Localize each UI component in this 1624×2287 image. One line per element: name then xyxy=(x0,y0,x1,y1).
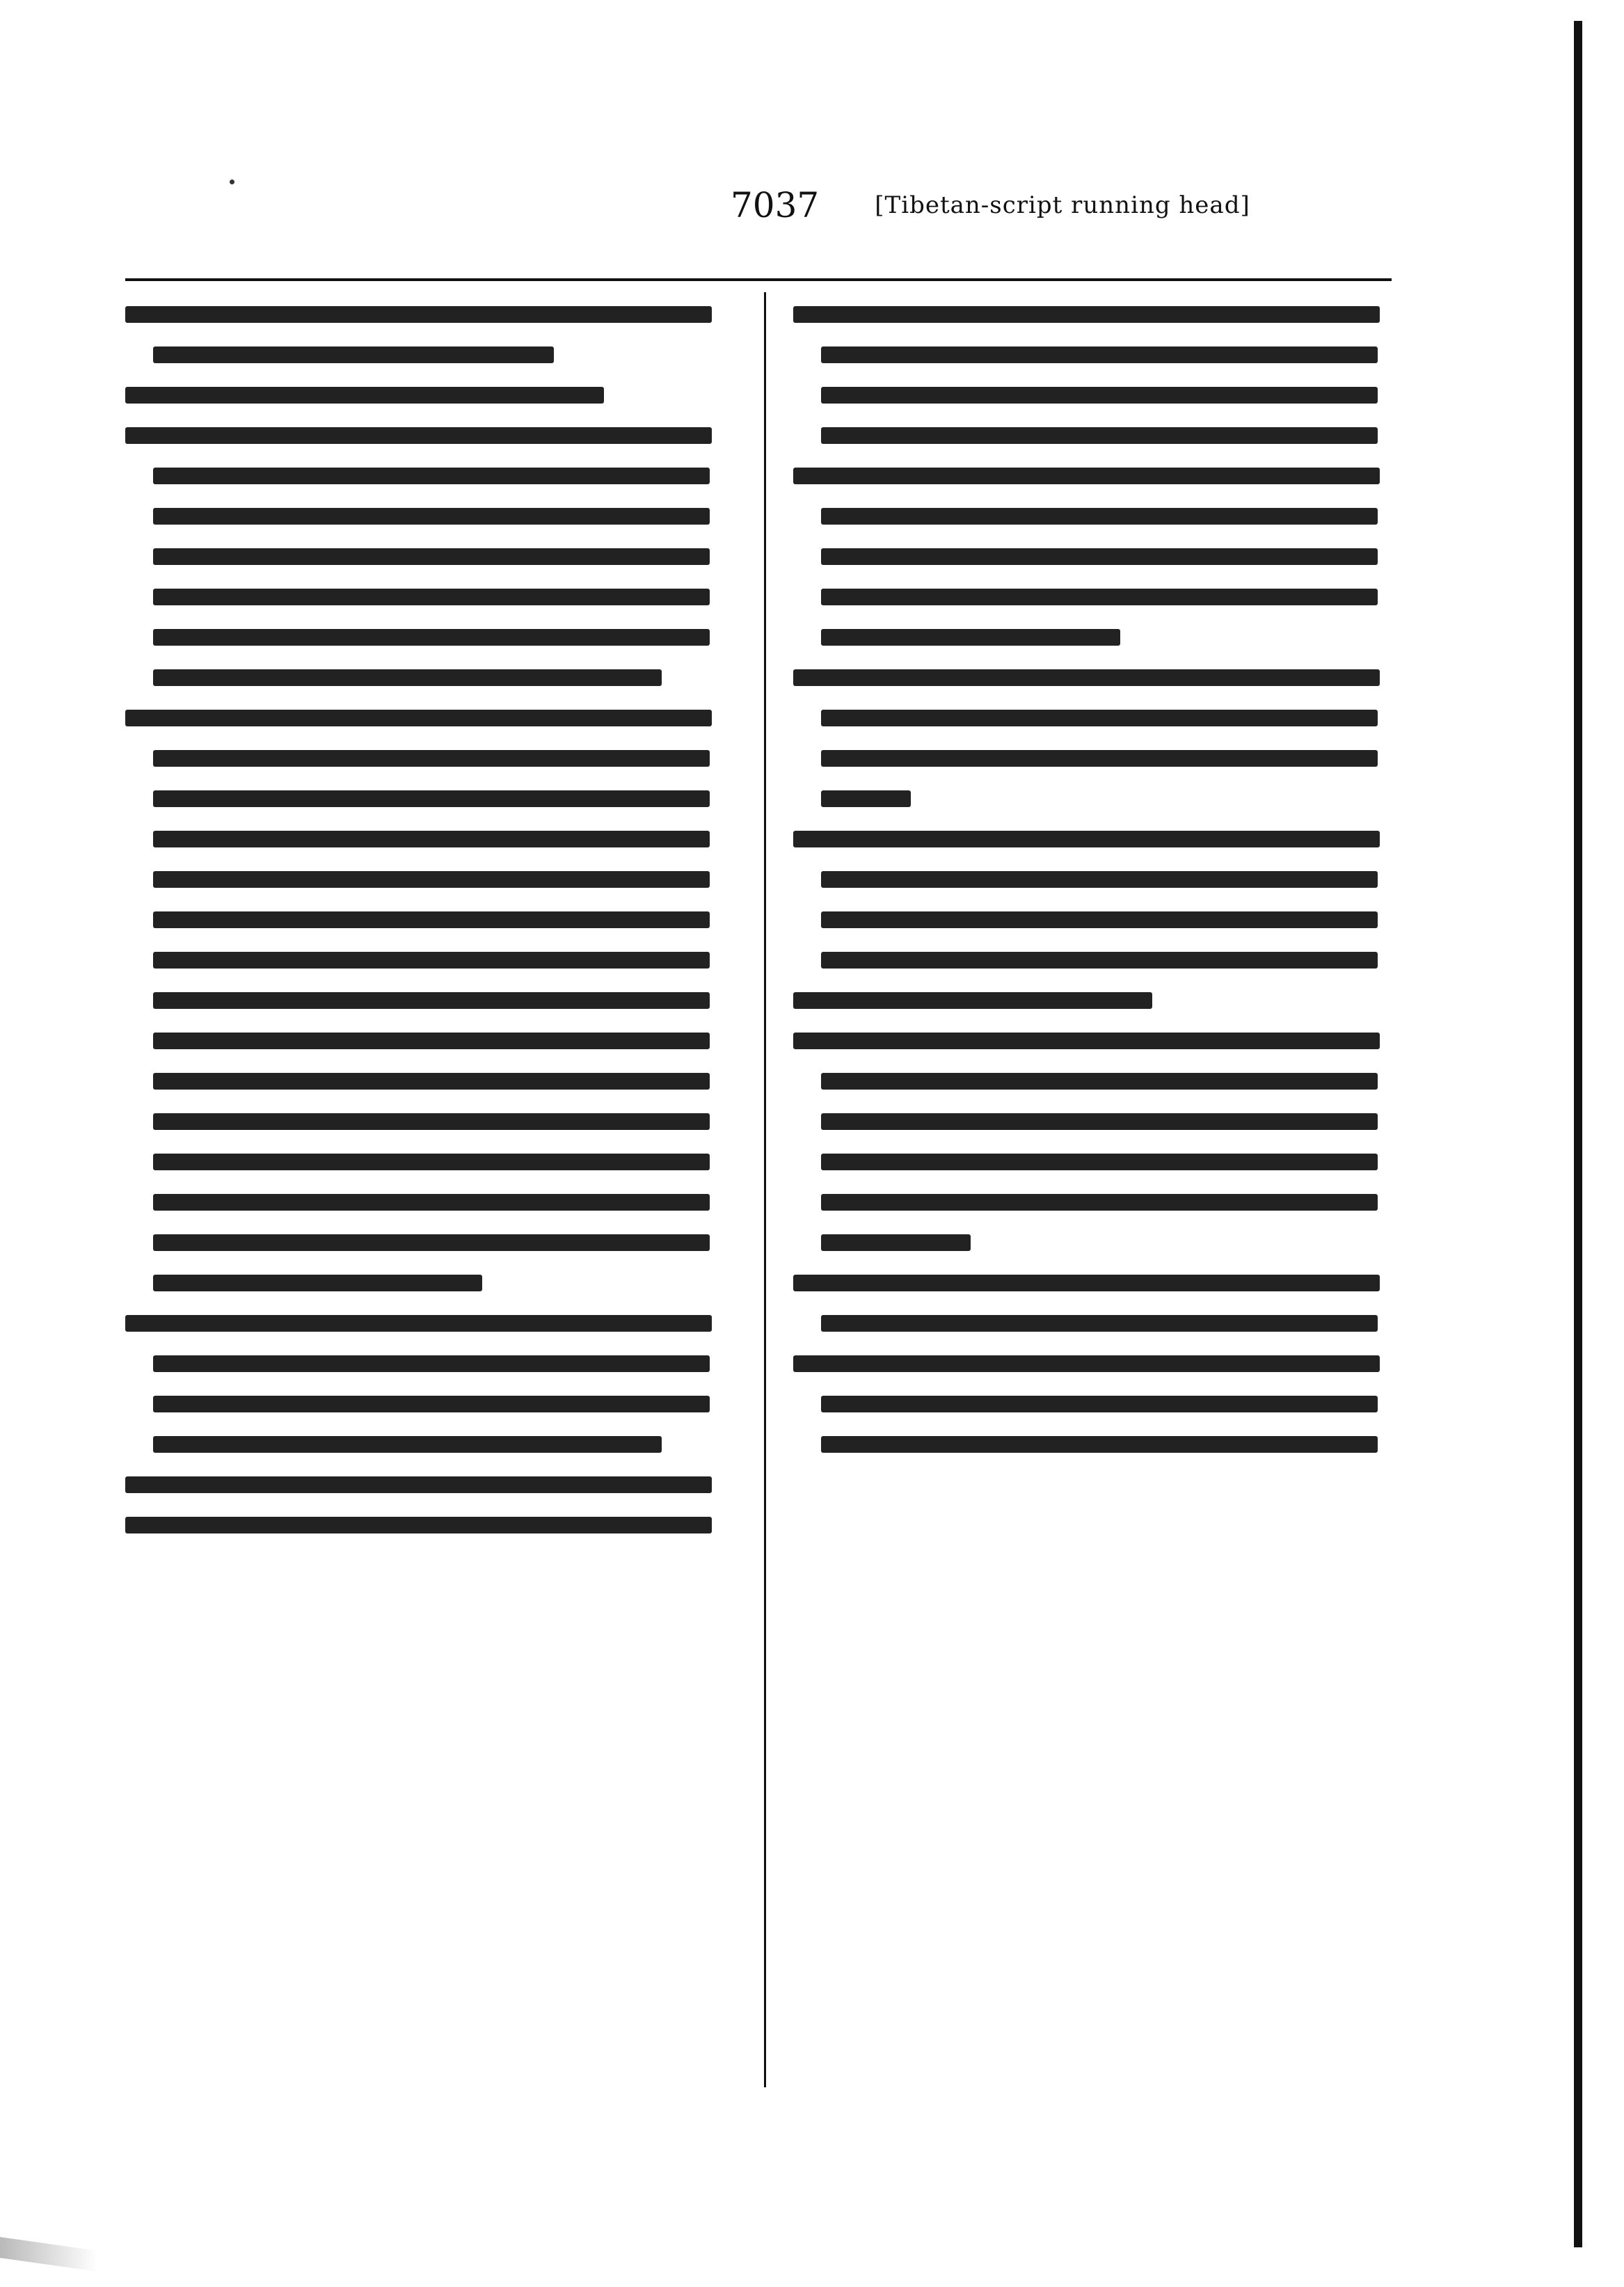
text-line xyxy=(153,750,710,767)
text-line xyxy=(821,750,1378,767)
text-line xyxy=(153,831,710,847)
text-line xyxy=(821,1315,1378,1332)
text-line xyxy=(821,346,1378,363)
text-line xyxy=(153,871,710,888)
dictionary-entry xyxy=(793,992,1392,1009)
text-line xyxy=(821,1113,1378,1130)
text-line xyxy=(793,669,1380,686)
text-line xyxy=(793,306,1380,323)
text-line xyxy=(793,1355,1380,1372)
text-line xyxy=(821,710,1378,726)
text-line xyxy=(153,992,710,1009)
dictionary-entry xyxy=(125,387,724,404)
page-number: 7037 xyxy=(731,185,820,225)
text-line xyxy=(153,589,710,605)
text-line xyxy=(125,427,712,444)
text-line xyxy=(153,629,710,646)
text-line xyxy=(821,790,911,807)
text-line xyxy=(821,1073,1378,1090)
text-line xyxy=(125,1517,712,1533)
text-line xyxy=(153,346,554,363)
dictionary-entry xyxy=(125,710,724,1291)
dictionary-entry xyxy=(793,306,1392,444)
text-line xyxy=(153,1275,482,1291)
dictionary-entry xyxy=(125,1476,724,1493)
column-divider xyxy=(764,292,766,2087)
text-line xyxy=(821,1436,1378,1453)
text-line xyxy=(153,1234,710,1251)
text-line xyxy=(125,306,712,323)
text-line xyxy=(821,952,1378,969)
text-line xyxy=(125,1315,712,1332)
text-line xyxy=(821,427,1378,444)
text-line xyxy=(821,1154,1378,1170)
text-line xyxy=(821,1194,1378,1211)
scan-speck xyxy=(230,180,234,184)
text-line xyxy=(793,1275,1380,1291)
text-line xyxy=(153,1033,710,1049)
text-line xyxy=(821,629,1120,646)
text-line xyxy=(153,952,710,969)
text-line xyxy=(153,669,662,686)
text-line xyxy=(153,1073,710,1090)
left-column xyxy=(125,306,724,1557)
dictionary-entry xyxy=(125,306,724,363)
dictionary-entry xyxy=(793,468,1392,646)
text-line xyxy=(821,589,1378,605)
dictionary-entry xyxy=(125,1315,724,1453)
text-line xyxy=(125,1476,712,1493)
text-line xyxy=(153,508,710,525)
text-line xyxy=(793,992,1152,1009)
text-line xyxy=(153,1396,710,1412)
text-line xyxy=(153,1154,710,1170)
text-line xyxy=(153,1436,662,1453)
text-line xyxy=(153,790,710,807)
text-line xyxy=(153,548,710,565)
dictionary-entry xyxy=(793,1033,1392,1251)
dictionary-entry xyxy=(793,831,1392,969)
text-line xyxy=(153,1355,710,1372)
text-line xyxy=(821,548,1378,565)
text-line xyxy=(793,1033,1380,1049)
page-edge-rule xyxy=(1574,21,1582,2247)
text-line xyxy=(821,387,1378,404)
text-line xyxy=(153,1194,710,1211)
text-line xyxy=(821,508,1378,525)
text-line xyxy=(125,387,604,404)
text-line xyxy=(153,911,710,928)
text-line xyxy=(153,1113,710,1130)
text-line xyxy=(821,871,1378,888)
dictionary-entry xyxy=(793,1355,1392,1453)
text-line xyxy=(793,831,1380,847)
right-column xyxy=(793,306,1392,1476)
running-head: [Tibetan-script running head] xyxy=(875,191,1250,219)
dictionary-entry xyxy=(125,427,724,686)
dictionary-entry xyxy=(793,1275,1392,1332)
text-line xyxy=(821,1396,1378,1412)
text-line xyxy=(821,911,1378,928)
header-rule xyxy=(125,278,1392,281)
dictionary-entry xyxy=(793,669,1392,807)
text-line xyxy=(793,468,1380,484)
text-line xyxy=(153,468,710,484)
dictionary-entry xyxy=(125,1517,724,1533)
text-line xyxy=(125,710,712,726)
text-line xyxy=(821,1234,971,1251)
scan-artifact xyxy=(0,2237,97,2272)
page-header xyxy=(731,174,1426,237)
